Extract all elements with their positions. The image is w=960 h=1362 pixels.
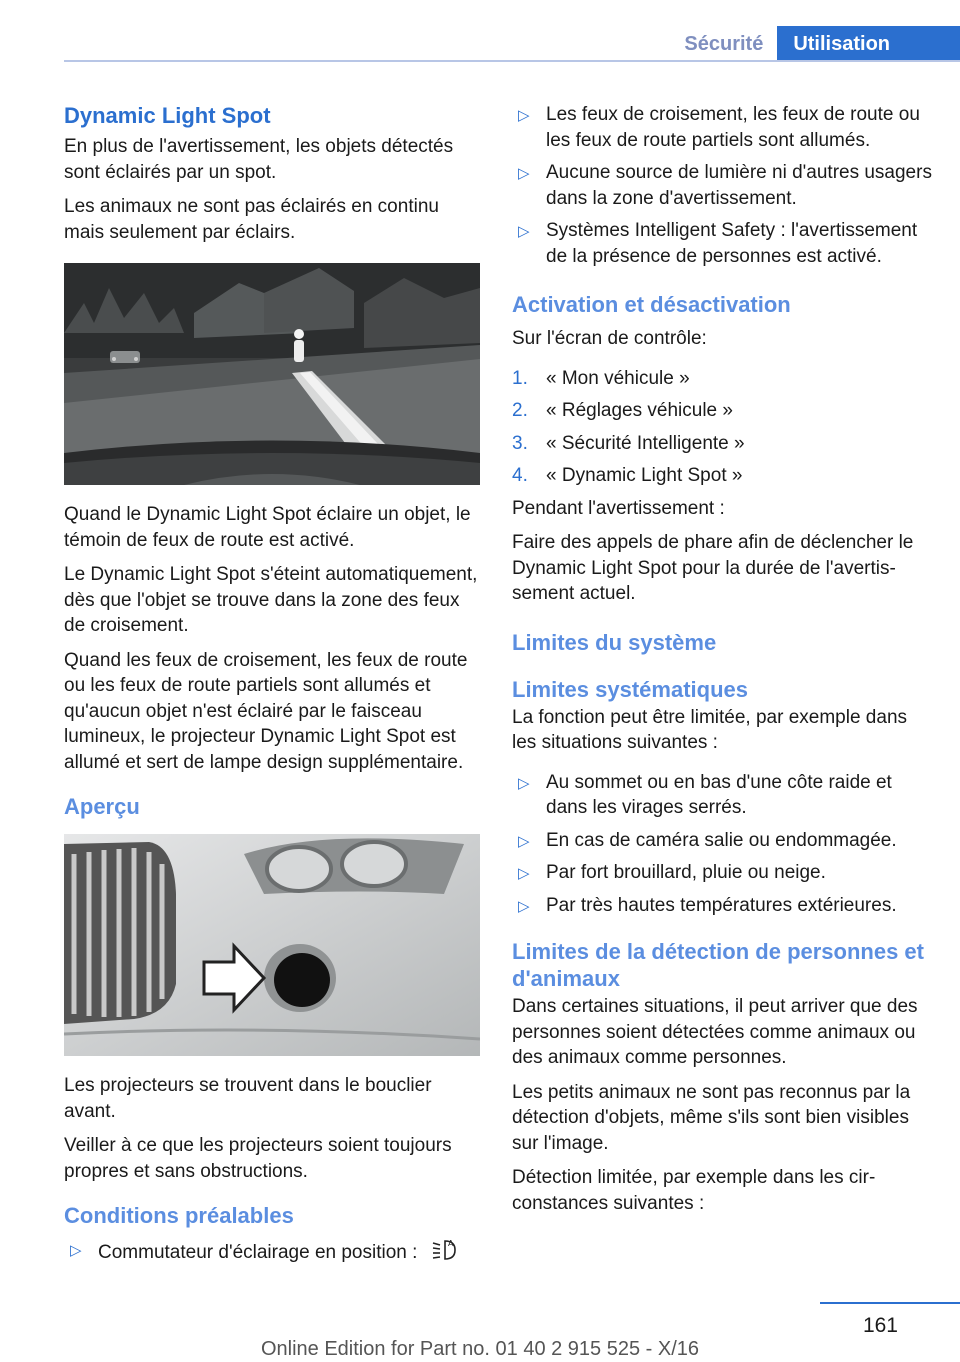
- list-item-text: Les feux de croisement, les feux de route ou les feux de route partiels sont allumés.: [546, 104, 920, 151]
- triangle-right-icon: ▷: [518, 774, 530, 792]
- list-item: [512, 102, 932, 153]
- paragraph: Les animaux ne sont pas éclairés en continu mais seulement par éclairs.: [64, 196, 439, 243]
- paragraph: Quand les feux de croisement, les feux de route ou les feux de route partiels sont allumés et qu'aucun objet n'est éclairé par le faisceau lumineux, le projecteur Dynamic Light Spot est allumé et sert de lampe design supplémentaire.: [64, 649, 468, 773]
- front-bumper-image: [64, 834, 480, 1056]
- page-header: [0, 0, 960, 62]
- night-road-illustration: [64, 263, 480, 485]
- triangle-right-icon: ▷: [518, 223, 530, 240]
- night-road-image: [64, 263, 480, 485]
- header-divider: [64, 60, 960, 62]
- section-tabs: [668, 26, 960, 62]
- triangle-right-icon: ▷: [518, 107, 530, 124]
- tab-securite[interactable]: Sécurité: [668, 26, 777, 62]
- paragraph: Le Dynamic Light Spot s'éteint automatiquement, dès que l'objet se trouve dans la zone des feux de croisement.: [64, 564, 478, 636]
- paragraph: La fonction peut être limitée, par exemple dans les situations suivantes :: [512, 706, 908, 753]
- section-heading-activation: Activation et désactivation: [512, 292, 791, 317]
- step-number: 1.: [512, 367, 528, 389]
- section-title-dynamic-light-spot: Dynamic Light Spot: [64, 103, 271, 128]
- subsection-heading-limites-systematiques: Limites systématiques: [512, 676, 748, 702]
- step-text: « Dynamic Light Spot »: [546, 465, 743, 486]
- section-heading-apercu: Aperçu: [64, 794, 140, 819]
- right-column: [512, 102, 932, 1225]
- system-limits-list: [512, 770, 932, 919]
- section-heading-conditions: Conditions préalables: [64, 1203, 294, 1228]
- paragraph: Veiller à ce que les projecteurs soient toujours propres et sans obstructions.: [64, 1135, 452, 1182]
- paragraph: Les petits animaux ne sont pas reconnus par la détection d'objets, même s'ils sont bien visibles sur l'image.: [512, 1081, 911, 1154]
- paragraph: En plus de l'avertissement, les objets détectés sont éclairés par un spot.: [64, 136, 454, 183]
- list-item: [512, 828, 932, 854]
- conditions-list: [64, 1237, 480, 1269]
- list-item-text: Aucune source de lumière ni d'autres usagers dans la zone d'avertissement.: [546, 162, 932, 209]
- paragraph: Dans certaines situations, il peut arriver que des personnes soient détectées comme animaux ou des animaux comme personnes.: [512, 996, 918, 1068]
- step-text: « Sécurité Intelligente »: [546, 432, 745, 454]
- headlight-auto-icon: [431, 1237, 461, 1269]
- edition-footer: Online Edition for Part no. 01 40 2 915 525 - X/16: [260, 1338, 700, 1360]
- step-item: [512, 398, 932, 424]
- list-item-text: Par fort brouillard, pluie ou neige.: [546, 862, 826, 883]
- conditions-list-continued: [512, 102, 932, 269]
- paragraph: Quand le Dynamic Light Spot éclaire un objet, le témoin de feux de route est activé.: [64, 504, 471, 551]
- list-item: [512, 160, 932, 211]
- step-text: « Réglages véhicule »: [546, 400, 733, 421]
- list-item-text: Par très hautes températures extérieures.: [546, 894, 897, 916]
- paragraph: Les projecteurs se trouvent dans le bouclier avant.: [64, 1075, 432, 1122]
- triangle-right-icon: ▷: [518, 832, 530, 850]
- triangle-right-icon: ▷: [518, 897, 530, 915]
- list-item: [512, 893, 932, 919]
- subsection-heading-detection-limits: Limites de la détection de personnes et d'animaux: [512, 939, 924, 991]
- paragraph: Pendant l'avertissement :: [512, 497, 725, 519]
- step-item: [512, 431, 932, 457]
- step-number: 4.: [512, 465, 528, 486]
- step-number: 3.: [512, 432, 528, 454]
- list-item-text: En cas de caméra salie ou endommagée.: [546, 829, 897, 851]
- list-item-text: Au sommet ou en bas d'une côte raide et dans les virages serrés.: [546, 771, 892, 818]
- page-number: 161: [862, 1314, 898, 1337]
- step-number: 2.: [512, 400, 528, 421]
- front-bumper-illustration: [64, 834, 480, 1056]
- step-item: [512, 366, 932, 392]
- list-item: [512, 860, 932, 886]
- paragraph: Sur l'écran de contrôle:: [512, 328, 707, 349]
- activation-steps: [512, 366, 932, 489]
- svg-text:A: A: [447, 1239, 454, 1248]
- list-item: [64, 1237, 480, 1269]
- list-item: [512, 770, 932, 821]
- footer-divider: [820, 1302, 960, 1304]
- paragraph: Faire des appels de phare afin de déclencher le Dynamic Light Spot pour la durée de l'avertissement actuel.: [512, 532, 914, 604]
- triangle-right-icon: ▷: [518, 865, 530, 882]
- list-item-text: Commutateur d'éclairage en position :: [98, 1241, 418, 1263]
- list-item-text: Systèmes Intelligent Safety : l'avertissement de la présence de personnes est activé.: [546, 220, 918, 267]
- triangle-right-icon: ▷: [518, 165, 530, 182]
- section-heading-limites-systeme: Limites du système: [512, 629, 717, 655]
- tab-utilisation[interactable]: Utilisation: [777, 26, 960, 62]
- paragraph: Détection limitée, par exemple dans les circonstances suivantes :: [512, 1167, 876, 1214]
- step-text: « Mon véhicule »: [546, 367, 690, 389]
- left-column: [64, 102, 480, 1276]
- step-item: [512, 463, 932, 489]
- list-item: [512, 218, 932, 269]
- triangle-right-icon: ▷: [70, 1242, 82, 1259]
